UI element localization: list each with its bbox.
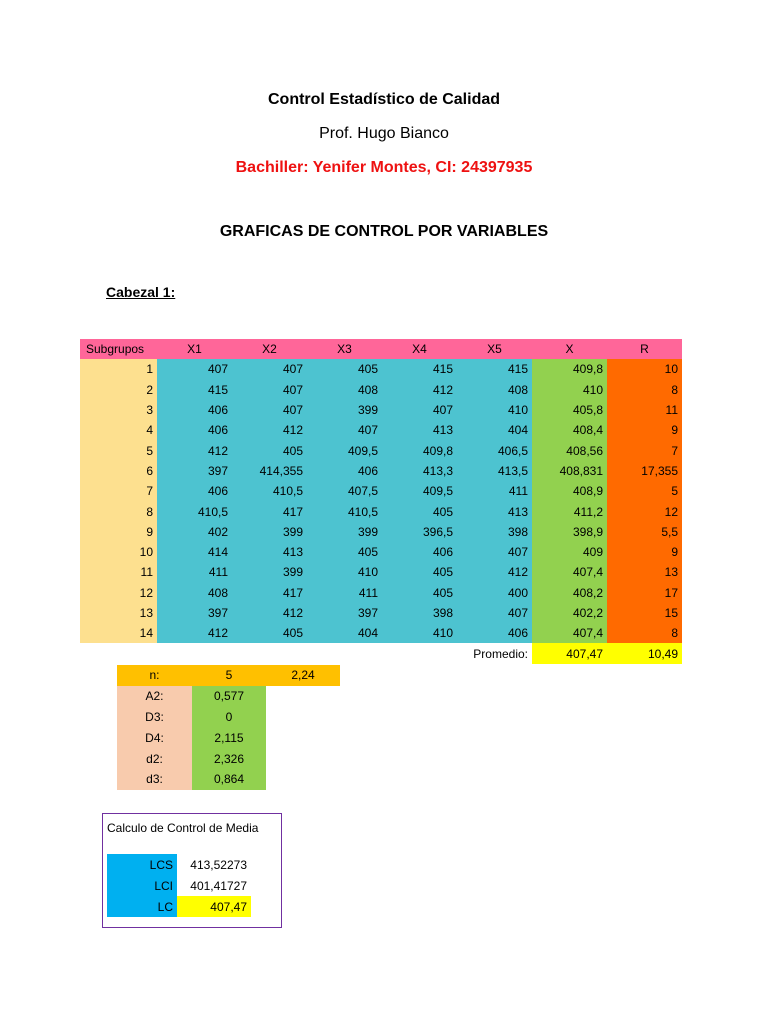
x3-cell: 410 <box>307 562 382 582</box>
constant-value: 0 <box>192 707 266 728</box>
constant-value: 0,577 <box>192 686 266 707</box>
x1-cell: 407 <box>157 359 232 379</box>
x4-cell: 412 <box>382 380 457 400</box>
constant-value: 2,115 <box>192 727 266 748</box>
x4-cell: 410 <box>382 623 457 643</box>
subgroup-cell: 3 <box>80 400 157 420</box>
x3-cell: 407 <box>307 420 382 440</box>
constant-row <box>117 769 340 790</box>
control-label: LC <box>107 896 177 917</box>
x5-cell: 415 <box>457 359 532 379</box>
mean-cell: 409,8 <box>532 359 607 379</box>
control-box <box>102 813 282 928</box>
mean-cell: 407,4 <box>532 562 607 582</box>
control-value: 401,41727 <box>190 878 247 893</box>
range-cell: 10 <box>607 359 682 379</box>
control-limits-table <box>107 854 251 917</box>
range-cell: 17,355 <box>607 461 682 481</box>
range-cell: 12 <box>607 501 682 521</box>
x4-cell: 405 <box>382 501 457 521</box>
x2-cell: 414,355 <box>232 461 307 481</box>
x4-cell: 413 <box>382 420 457 440</box>
x1-cell: 397 <box>157 461 232 481</box>
header-x4: X4 <box>382 339 457 359</box>
x1-cell: 408 <box>157 583 232 603</box>
mean-cell: 398,9 <box>532 522 607 542</box>
control-label: LCI <box>107 875 177 896</box>
x2-cell: 407 <box>232 359 307 379</box>
x2-cell: 399 <box>232 522 307 542</box>
constant-label: d2: <box>117 748 192 769</box>
mean-cell: 408,4 <box>532 420 607 440</box>
range-cell: 8 <box>607 623 682 643</box>
header-subgrupos: Subgrupos <box>80 339 157 359</box>
constant-label: D3: <box>117 707 192 728</box>
subgroup-cell: 12 <box>80 583 157 603</box>
x3-cell: 405 <box>307 542 382 562</box>
header-x5: X5 <box>457 339 532 359</box>
constant-row <box>117 727 340 748</box>
constant-value: 0,864 <box>192 769 266 790</box>
x3-cell: 408 <box>307 380 382 400</box>
x5-cell: 404 <box>457 420 532 440</box>
x2-cell: 417 <box>232 583 307 603</box>
constant-row <box>117 686 340 707</box>
subgroup-cell: 8 <box>80 501 157 521</box>
x4-cell: 396,5 <box>382 522 457 542</box>
average-x: 407,47 <box>532 643 607 663</box>
x5-cell: 412 <box>457 562 532 582</box>
mean-cell: 410 <box>532 380 607 400</box>
x1-cell: 397 <box>157 603 232 623</box>
control-row <box>107 875 251 896</box>
header-x3: X3 <box>307 339 382 359</box>
table-row <box>80 603 682 623</box>
table-row <box>80 501 682 521</box>
x1-cell: 412 <box>157 440 232 460</box>
subgroup-cell: 11 <box>80 562 157 582</box>
x5-cell: 406,5 <box>457 440 532 460</box>
table-row <box>80 542 682 562</box>
x2-cell: 412 <box>232 603 307 623</box>
range-cell: 9 <box>607 420 682 440</box>
x3-cell: 397 <box>307 603 382 623</box>
table-row <box>80 461 682 481</box>
x3-cell: 399 <box>307 522 382 542</box>
range-cell: 8 <box>607 380 682 400</box>
mean-cell: 411,2 <box>532 501 607 521</box>
table-row <box>80 420 682 440</box>
control-row <box>107 896 251 917</box>
range-cell: 13 <box>607 562 682 582</box>
average-r: 10,49 <box>607 643 682 663</box>
x1-cell: 406 <box>157 481 232 501</box>
header-x1: X1 <box>157 339 232 359</box>
x2-cell: 399 <box>232 562 307 582</box>
section-title: GRAFICAS DE CONTROL POR VARIABLES <box>219 223 549 240</box>
header-range: R <box>607 339 682 359</box>
x1-cell: 406 <box>157 420 232 440</box>
x3-cell: 406 <box>307 461 382 481</box>
x2-cell: 410,5 <box>232 481 307 501</box>
x4-cell: 415 <box>382 359 457 379</box>
control-box-title: Calculo de Control de Media <box>107 821 259 835</box>
control-value: 413,52273 <box>190 857 247 872</box>
x4-cell: 398 <box>382 603 457 623</box>
range-cell: 17 <box>607 583 682 603</box>
x1-cell: 412 <box>157 623 232 643</box>
table-row <box>80 440 682 460</box>
x5-cell: 407 <box>457 542 532 562</box>
x3-cell: 410,5 <box>307 501 382 521</box>
range-cell: 5,5 <box>607 522 682 542</box>
subgroup-cell: 5 <box>80 440 157 460</box>
mean-cell: 405,8 <box>532 400 607 420</box>
x2-cell: 413 <box>232 542 307 562</box>
professor-name: Prof. Hugo Bianco <box>319 125 449 142</box>
range-cell: 7 <box>607 440 682 460</box>
x4-cell: 413,3 <box>382 461 457 481</box>
constant-label: D4: <box>117 727 192 748</box>
x5-cell: 411 <box>457 481 532 501</box>
table-header-row <box>80 339 682 359</box>
constant-row <box>117 707 340 728</box>
x3-cell: 411 <box>307 583 382 603</box>
x2-cell: 405 <box>232 440 307 460</box>
x5-cell: 407 <box>457 603 532 623</box>
subgroup-cell: 4 <box>80 420 157 440</box>
constant-n-row <box>117 665 340 686</box>
x5-cell: 406 <box>457 623 532 643</box>
data-table <box>80 339 682 664</box>
constant-value: 2,326 <box>192 748 266 769</box>
subgroup-cell: 7 <box>80 481 157 501</box>
constant-label: d3: <box>117 769 192 790</box>
header-x2: X2 <box>232 339 307 359</box>
table-row <box>80 623 682 643</box>
constant-label: A2: <box>117 686 192 707</box>
table-row <box>80 400 682 420</box>
table-row <box>80 583 682 603</box>
subgroup-cell: 9 <box>80 522 157 542</box>
x2-cell: 412 <box>232 420 307 440</box>
x2-cell: 407 <box>232 400 307 420</box>
subgroup-cell: 2 <box>80 380 157 400</box>
document-title: Control Estadístico de Calidad <box>267 91 501 108</box>
x2-cell: 417 <box>232 501 307 521</box>
x1-cell: 415 <box>157 380 232 400</box>
range-cell: 11 <box>607 400 682 420</box>
subgroup-cell: 14 <box>80 623 157 643</box>
constants-table <box>117 665 340 790</box>
x4-cell: 409,8 <box>382 440 457 460</box>
mean-cell: 408,831 <box>532 461 607 481</box>
x5-cell: 408 <box>457 380 532 400</box>
table-row <box>80 522 682 542</box>
x5-cell: 413 <box>457 501 532 521</box>
table-row <box>80 359 682 379</box>
mean-cell: 402,2 <box>532 603 607 623</box>
x2-cell: 407 <box>232 380 307 400</box>
table-row <box>80 380 682 400</box>
control-row <box>107 854 251 875</box>
x1-cell: 410,5 <box>157 501 232 521</box>
subgroup-cell: 6 <box>80 461 157 481</box>
x2-cell: 405 <box>232 623 307 643</box>
x3-cell: 407,5 <box>307 481 382 501</box>
x5-cell: 400 <box>457 583 532 603</box>
constant-n-label: n: <box>117 665 192 686</box>
constant-n-value: 5 <box>192 665 266 686</box>
x3-cell: 404 <box>307 623 382 643</box>
control-label: LCS <box>107 854 177 875</box>
control-value: 407,47 <box>177 896 251 917</box>
cabezal-subtitle: Cabezal 1: <box>106 284 176 300</box>
x1-cell: 414 <box>157 542 232 562</box>
x5-cell: 398 <box>457 522 532 542</box>
average-label: Promedio: <box>457 643 532 663</box>
range-cell: 5 <box>607 481 682 501</box>
constant-row <box>117 748 340 769</box>
x4-cell: 407 <box>382 400 457 420</box>
mean-cell: 408,9 <box>532 481 607 501</box>
x3-cell: 409,5 <box>307 440 382 460</box>
x3-cell: 399 <box>307 400 382 420</box>
x1-cell: 402 <box>157 522 232 542</box>
header-mean: X <box>532 339 607 359</box>
x4-cell: 409,5 <box>382 481 457 501</box>
subgroup-cell: 1 <box>80 359 157 379</box>
average-row <box>80 643 682 663</box>
x4-cell: 406 <box>382 542 457 562</box>
x5-cell: 413,5 <box>457 461 532 481</box>
range-cell: 15 <box>607 603 682 623</box>
constant-n-extra: 2,24 <box>266 665 340 686</box>
mean-cell: 407,4 <box>532 623 607 643</box>
x3-cell: 405 <box>307 359 382 379</box>
range-cell: 9 <box>607 542 682 562</box>
subgroup-cell: 10 <box>80 542 157 562</box>
x1-cell: 406 <box>157 400 232 420</box>
subgroup-cell: 13 <box>80 603 157 623</box>
x1-cell: 411 <box>157 562 232 582</box>
student-name: Bachiller: Yenifer Montes, CI: 24397935 <box>235 159 533 176</box>
x5-cell: 410 <box>457 400 532 420</box>
mean-cell: 408,56 <box>532 440 607 460</box>
x4-cell: 405 <box>382 583 457 603</box>
mean-cell: 408,2 <box>532 583 607 603</box>
mean-cell: 409 <box>532 542 607 562</box>
table-row <box>80 481 682 501</box>
table-row <box>80 562 682 582</box>
x4-cell: 405 <box>382 562 457 582</box>
